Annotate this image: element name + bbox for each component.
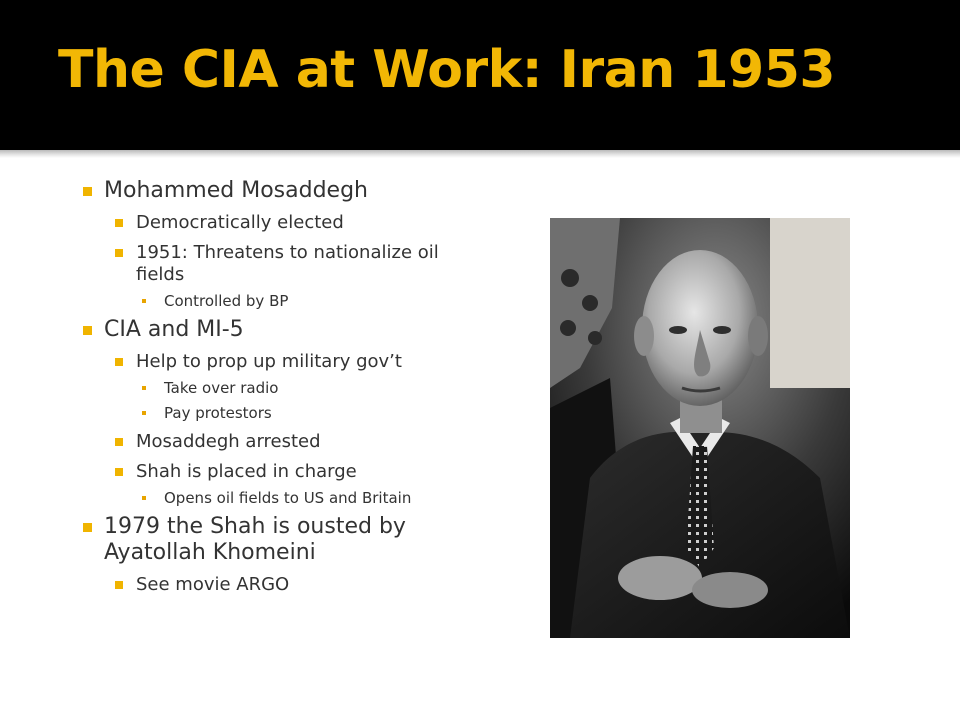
square-bullet-icon bbox=[115, 358, 123, 366]
square-bullet-icon bbox=[115, 438, 123, 446]
square-bullet-icon bbox=[115, 581, 123, 589]
small-square-bullet-icon bbox=[142, 496, 146, 500]
bullet-item bbox=[80, 379, 480, 398]
bullet-item bbox=[80, 178, 480, 204]
small-square-bullet-icon bbox=[142, 299, 146, 303]
title-divider bbox=[0, 150, 960, 158]
slide-title: The CIA at Work: Iran 1953 bbox=[58, 40, 836, 100]
bullet-text: CIA and MI-5 bbox=[104, 317, 244, 342]
bullet-item bbox=[80, 317, 480, 343]
bullet-text: 1951: Threatens to nationalize oil fields bbox=[136, 242, 439, 285]
bullet-text: See movie ARGO bbox=[136, 574, 290, 595]
bullet-item bbox=[80, 351, 480, 373]
small-square-bullet-icon bbox=[142, 386, 146, 390]
bullet-text: 1979 the Shah is ousted by Ayatollah Khomeini bbox=[104, 514, 406, 565]
bullet-text: Shah is placed in charge bbox=[136, 461, 357, 482]
bullet-item bbox=[80, 242, 480, 286]
bullet-text: Mosaddegh arrested bbox=[136, 431, 321, 452]
bullet-item bbox=[80, 431, 480, 453]
square-bullet-icon bbox=[83, 187, 92, 196]
square-bullet-icon bbox=[83, 326, 92, 335]
bullet-item bbox=[80, 489, 480, 508]
portrait-photo bbox=[550, 218, 850, 638]
square-bullet-icon bbox=[83, 523, 92, 532]
square-bullet-icon bbox=[115, 219, 123, 227]
small-square-bullet-icon bbox=[142, 411, 146, 415]
bullet-text: Controlled by BP bbox=[164, 292, 289, 310]
square-bullet-icon bbox=[115, 249, 123, 257]
bullet-item bbox=[80, 574, 480, 596]
title-band bbox=[0, 0, 960, 150]
bullet-item bbox=[80, 292, 480, 311]
bullet-item bbox=[80, 514, 480, 566]
bullet-text: Mohammed Mosaddegh bbox=[104, 178, 368, 203]
bullet-item bbox=[80, 461, 480, 483]
square-bullet-icon bbox=[115, 468, 123, 476]
portrait-photo-icon bbox=[550, 218, 850, 638]
bullet-text: Take over radio bbox=[164, 379, 279, 397]
bullet-list bbox=[80, 172, 480, 596]
bullet-item bbox=[80, 404, 480, 423]
bullet-text: Opens oil fields to US and Britain bbox=[164, 489, 412, 507]
bullet-text: Democratically elected bbox=[136, 212, 344, 233]
bullet-text: Pay protestors bbox=[164, 404, 272, 422]
bullet-item bbox=[80, 212, 480, 234]
bullet-text: Help to prop up military gov’t bbox=[136, 351, 402, 372]
